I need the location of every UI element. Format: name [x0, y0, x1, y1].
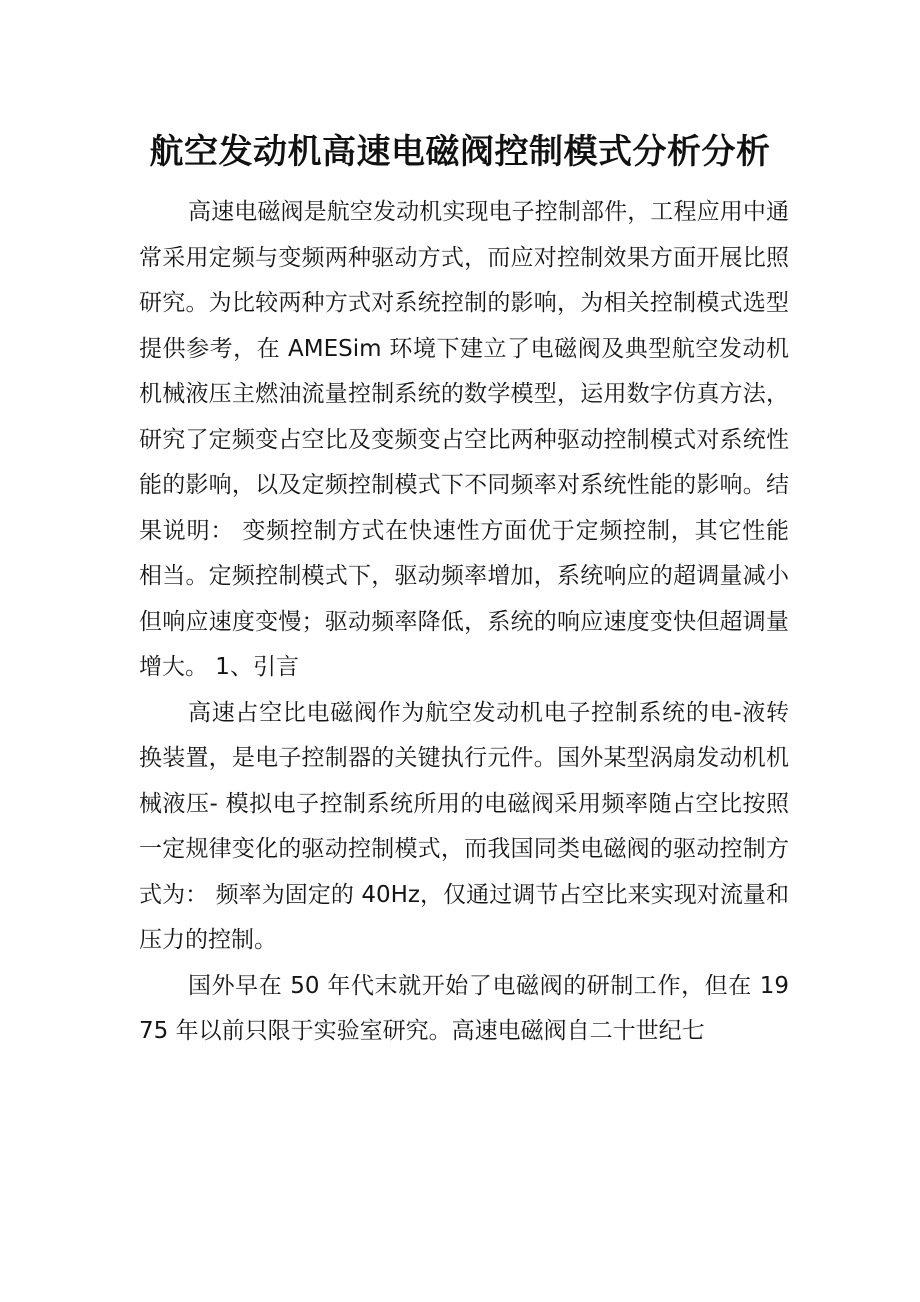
- paragraph-abstract: 高速电磁阀是航空发动机实现电子控制部件，工程应用中通常采用定频与变频两种驱动方式，而应对控制效果方面开展比照研究。为比较两种方式对系统控制的影响，为相关控制模式选型提供参考，在 AMESim 环境下建立了电磁阀及典型航空发动机机械液压主燃油流量控制系统的数学模型，运用数字仿真方法，研究了定频变占空比及变频变占空比两种驱动控制模式对系统性能的影响，以及定频控制模式下不同频率对系统性能的影响。结果说明： 变频控制方式在快速性方面优于定频控制，其它性能相当。定频控制模式下，驱动频率增加，系统响应的超调量减小但响应速度变慢；驱动频率降低，系统的响应速度变快但超调量增大。 1、引言: [139, 199, 789, 680]
- paragraph-history: 国外早在 50 年代末就开始了电磁阀的研制工作，但在 1975 年以前只限于实验室研究。高速电磁阀自二十世纪七: [139, 972, 789, 1044]
- document-title: 航空发动机高速电磁阀控制模式分析分析: [149, 132, 771, 172]
- document-body: [139, 190, 789, 1055]
- paragraph-introduction: 高速占空比电磁阀作为航空发动机电子控制系统的电-液转换装置，是电子控制器的关键执行元件。国外某型涡扇发动机机械液压- 模拟电子控制系统所用的电磁阀采用频率随占空比按照一定规律变化的驱动控制模式，而我国同类电磁阀的驱动控制方式为： 频率为固定的 40Hz，仅通过调节占空比来实现对流量和压力的控制。: [139, 699, 789, 953]
